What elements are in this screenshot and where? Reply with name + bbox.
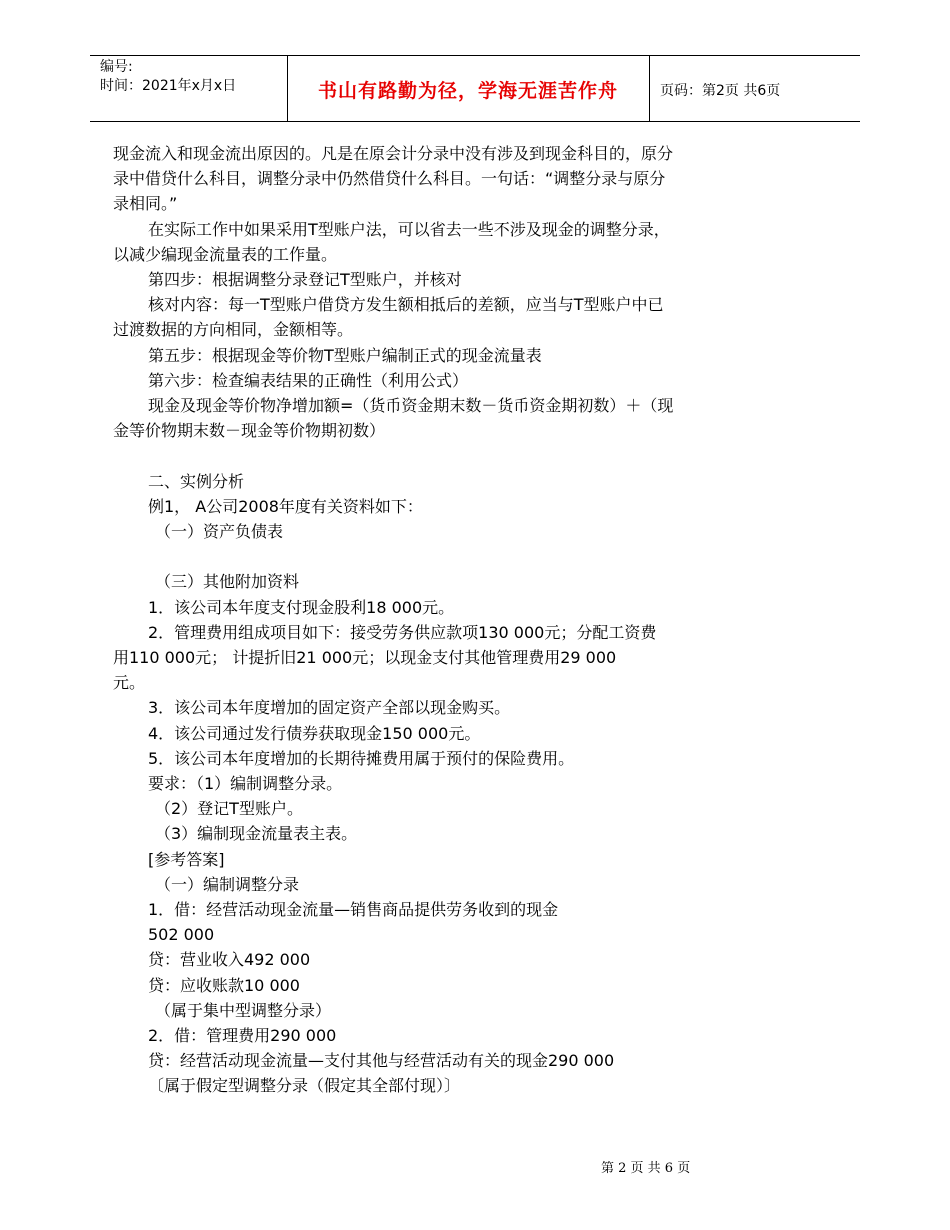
body-line: 第六步：检查编表结果的正确性（利用公式） (148, 370, 469, 390)
section-heading: 二、实例分析 (148, 471, 245, 491)
header-page-info: 页码：第2页 共6页 (660, 83, 781, 99)
body-line: （2）登记T型账户。 (155, 799, 303, 819)
header-top-rule (90, 55, 860, 56)
body-line: 核对内容：每一T型账户借贷方发生额相抵后的差额，应当与T型账户中已 (148, 295, 664, 315)
body-line: 贷：应收账款10 000 (148, 975, 300, 995)
body-line: 例1， A公司2008年度有关资料如下： (148, 496, 423, 516)
body-line: 2．管理费用组成项目如下：接受劳务供应款项130 000元；分配工资费 (148, 622, 657, 642)
body-line: 1．借：经营活动现金流量—销售商品提供劳务收到的现金 (148, 900, 559, 920)
body-line: 要求：（1）编制调整分录。 (148, 774, 343, 794)
body-line: 金等价物期末数－现金等价物期初数） (113, 421, 386, 441)
body-line: 以减少编现金流量表的工作量。 (113, 244, 338, 264)
body-line: 现金流入和现金流出原因的。凡是在原会计分录中没有涉及到现金科目的，原分 (113, 144, 674, 163)
body-line: 5．该公司本年度增加的长期待摊费用属于预付的保险费用。 (148, 748, 575, 768)
body-line: 现金及现金等价物净增加额=（货币资金期末数－货币资金期初数）＋（现 (148, 396, 674, 416)
body-line: 2．借：管理费用290 000 (148, 1026, 337, 1046)
header-bottom-rule (90, 121, 860, 122)
body-line: 用110 000元； 计提折旧21 000元；以现金支付其他管理费用29 000 (113, 648, 617, 668)
body-line: 3．该公司本年度增加的固定资产全部以现金购买。 (148, 698, 511, 718)
body-line: 〔属于假定型调整分录（假定其全部付现）〕 (148, 1076, 461, 1096)
blank-line (113, 443, 773, 468)
body-line: 在实际工作中如果采用T型账户法，可以省去一些不涉及现金的调整分录， (148, 219, 670, 239)
body-line: 录中借贷什么科目，调整分录中仍然借贷什么科目。一句话：“调整分录与原分 (113, 169, 666, 189)
document-body (113, 141, 773, 1099)
body-line: 元。 (113, 673, 146, 693)
body-line: （一）编制调整分录 (155, 874, 300, 894)
body-line: 贷：经营活动现金流量—支付其他与经营活动有关的现金290 000 (148, 1051, 615, 1071)
body-line: 录相同。” (113, 194, 178, 214)
body-line: （三）其他附加资料 (155, 572, 300, 592)
body-line: 第五步：根据现金等价物T型账户编制正式的现金流量表 (148, 345, 542, 365)
blank-line (113, 544, 773, 569)
body-line: [参考答案] (148, 849, 225, 869)
body-line: （一）资产负债表 (155, 522, 284, 542)
header-motto: 书山有路勤为径，学海无涯苦作舟 (317, 80, 618, 102)
body-line: 贷：营业收入492 000 (148, 950, 311, 970)
header-code-label: 编号: (100, 59, 133, 75)
body-line: 1．该公司本年度支付现金股利18 000元。 (148, 597, 455, 617)
body-line: （3）编制现金流量表主表。 (155, 824, 358, 844)
body-line: 过渡数据的方向相同，金额相等。 (113, 320, 354, 340)
body-line: 4．该公司通过发行债券获取现金150 000元。 (148, 723, 481, 743)
footer-page-number: 第 2 页 共 6 页 (601, 1161, 691, 1176)
body-line: 第四步：根据调整分录登记T型账户，并核对 (148, 270, 462, 290)
body-line: （属于集中型调整分录） (155, 1000, 332, 1020)
header-divider-right (649, 55, 650, 121)
body-line: 502 000 (148, 925, 215, 945)
header-time-label: 时间：2021年x月x日 (100, 78, 237, 94)
